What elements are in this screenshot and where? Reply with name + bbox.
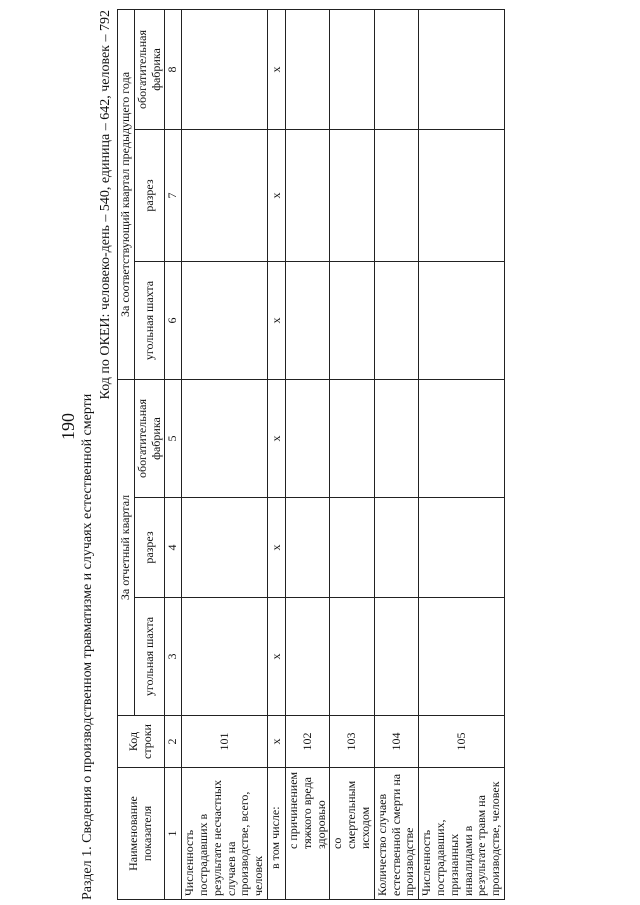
table-cell (374, 498, 418, 598)
row-name: в том числе: (267, 768, 285, 900)
table-cell (374, 130, 418, 262)
table-cell: x (267, 598, 285, 716)
table-cell (374, 380, 418, 498)
table-cell (419, 380, 505, 498)
table-cell (182, 498, 268, 598)
row-code: 104 (374, 716, 418, 768)
header-plant: обогатительная фабрика (134, 9, 165, 129)
header-mine: угольная шахта (134, 262, 165, 380)
table-cell: x (267, 9, 285, 129)
col-number: 3 (165, 598, 182, 716)
header-indicator: Наименование показателя (118, 768, 165, 900)
header-current-quarter: За отчетный квартал (118, 380, 135, 716)
row-name: Количество случаев естественной смерти на производстве (374, 768, 418, 900)
col-number: 1 (165, 768, 182, 900)
table-row (267, 9, 285, 899)
table-cell: x (267, 498, 285, 598)
table-cell (182, 130, 268, 262)
table-cell (182, 262, 268, 380)
table-cell (285, 498, 329, 598)
page-number: 190 (58, 413, 78, 440)
table-cell: x (267, 262, 285, 380)
col-number: 7 (165, 130, 182, 262)
row-code: 105 (419, 716, 505, 768)
table-cell: x (267, 130, 285, 262)
column-number-row (165, 9, 182, 899)
col-number: 2 (165, 716, 182, 768)
okei-codes: Код по ОКЕИ: человеко-день – 540, единица – 642, человек – 792 (98, 10, 113, 400)
table-cell (330, 598, 374, 716)
table-cell (285, 380, 329, 498)
table-cell (285, 262, 329, 380)
table-cell (182, 9, 268, 129)
table-cell (419, 262, 505, 380)
table-cell: x (267, 380, 285, 498)
header-plant: обогатительная фабрика (134, 380, 165, 498)
table-cell (419, 130, 505, 262)
table-row (182, 9, 268, 899)
table-cell (330, 130, 374, 262)
header-pit: разрез (134, 498, 165, 598)
section-title: Раздел 1. Сведения о производственном травматизме и случаях естественной смерти (80, 393, 95, 900)
table-row (285, 9, 329, 899)
table-row (374, 9, 418, 899)
table-cell (330, 262, 374, 380)
table-cell (330, 498, 374, 598)
table-cell (330, 380, 374, 498)
row-name: Численность пострадавших, признанных инвалидами в результате травм на производстве, человек (419, 768, 505, 900)
table-cell (182, 380, 268, 498)
table-cell (374, 9, 418, 129)
col-number: 5 (165, 380, 182, 498)
table-cell (374, 598, 418, 716)
table-cell (285, 598, 329, 716)
table-cell (285, 9, 329, 129)
row-code: 102 (285, 716, 329, 768)
header-mine: угольная шахта (134, 598, 165, 716)
row-code: 101 (182, 716, 268, 768)
table-cell (285, 130, 329, 262)
col-number: 4 (165, 498, 182, 598)
table-cell (419, 598, 505, 716)
row-name: Численность пострадавших в результате несчастных случаев на производстве, всего, человек (182, 768, 268, 900)
row-name: с причинением тяжкого вреда здоровью (285, 768, 329, 900)
table-cell (374, 262, 418, 380)
col-number: 6 (165, 262, 182, 380)
header-code: Код строки (118, 716, 165, 768)
table-cell (419, 498, 505, 598)
table-cell (330, 9, 374, 129)
table-row (419, 9, 505, 899)
header-pit: разрез (134, 130, 165, 262)
rotated-page-content (80, 10, 620, 900)
row-name: со смертельным исходом (330, 768, 374, 900)
row-code: x (267, 716, 285, 768)
header-previous-year: За соответствующий квартал предыдущего года (118, 9, 135, 379)
injury-table (117, 9, 505, 900)
col-number: 8 (165, 9, 182, 129)
table-cell (419, 9, 505, 129)
table-row (330, 9, 374, 899)
row-code: 103 (330, 716, 374, 768)
table-cell (182, 598, 268, 716)
